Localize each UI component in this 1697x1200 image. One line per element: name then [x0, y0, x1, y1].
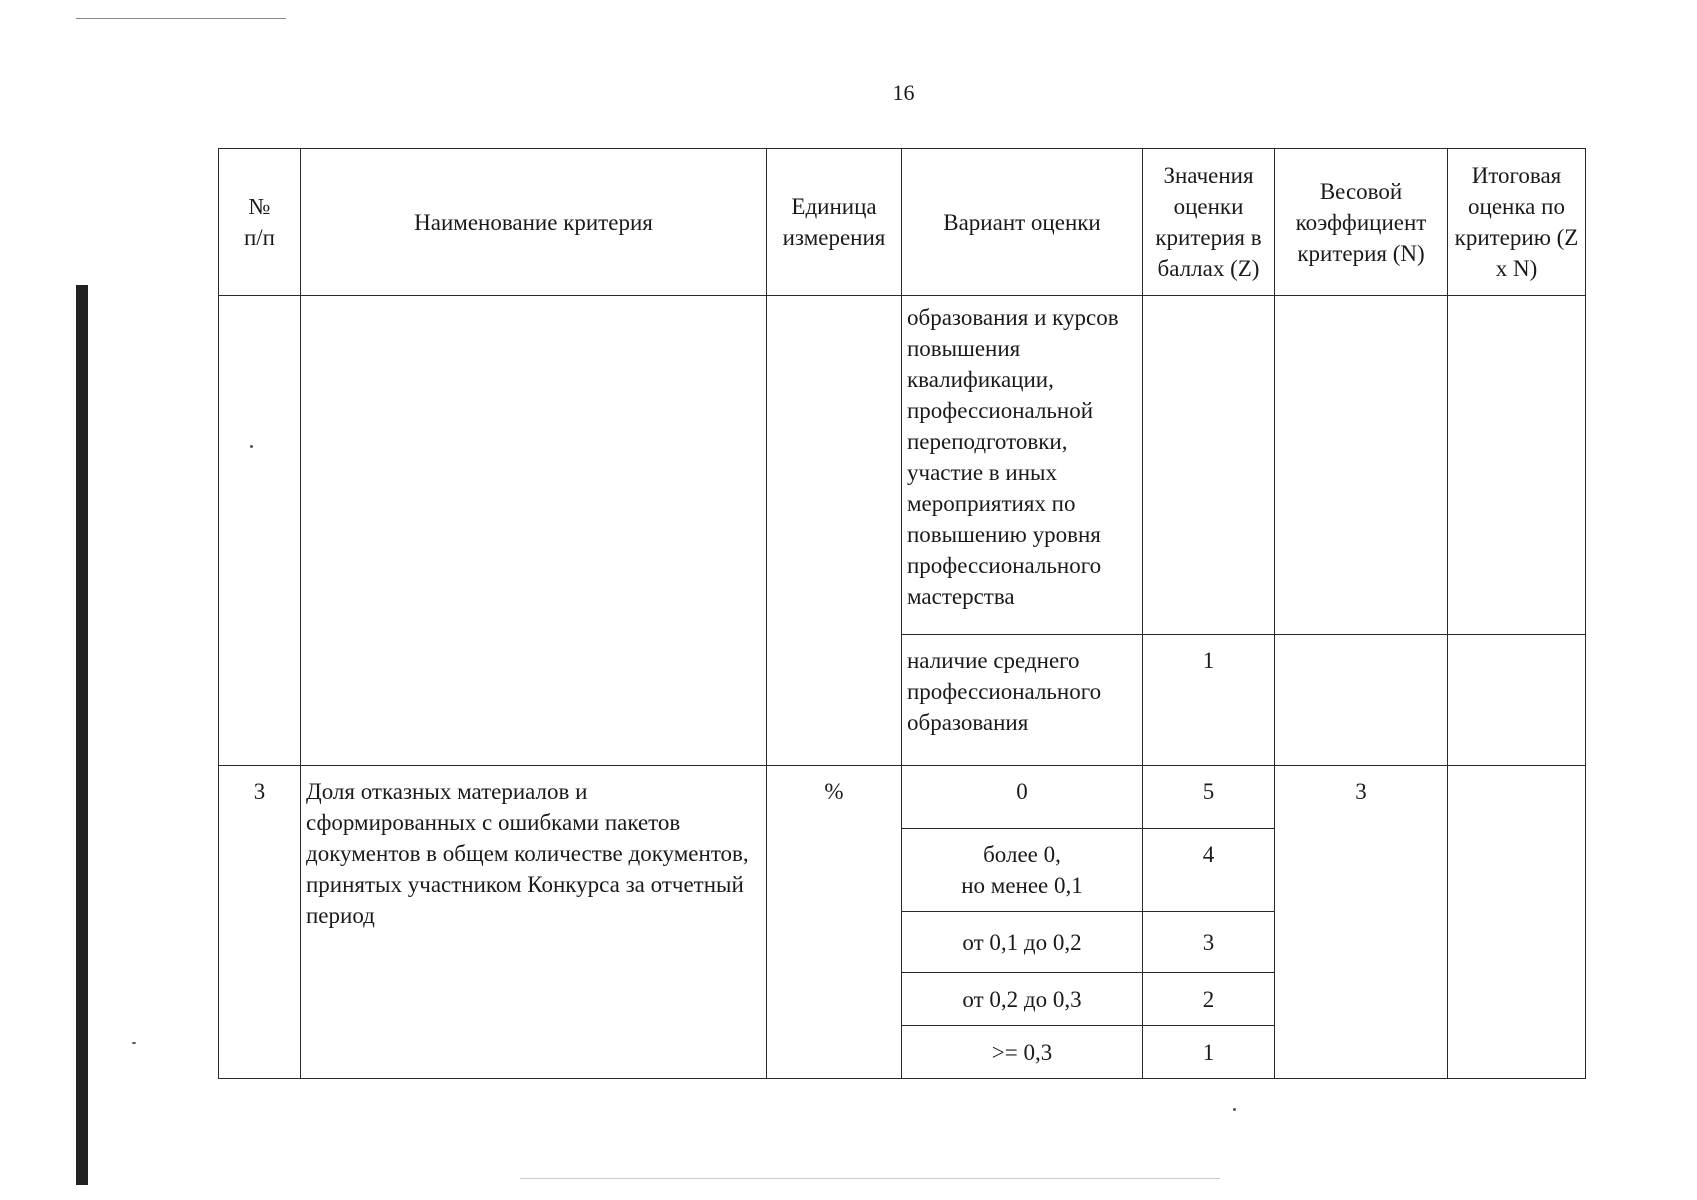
page-number: 16: [892, 80, 915, 105]
criteria-table: [218, 148, 1586, 1079]
cell-variant: более 0, но менее 0,1: [902, 829, 1143, 912]
scan-speck: [1233, 1108, 1236, 1111]
cell-score: 5: [1143, 766, 1275, 829]
cell-score: 2: [1143, 973, 1275, 1026]
cell-criterion-name: Доля отказных материалов и сформированных с ошибками пакетов документов в общем количестве документов, принятых участником Конкурса за отчетный период: [301, 766, 767, 1079]
cell-variant-continuation: образования и курсов повышения квалификации, профессиональной переподготовки, участие в иных мероприятиях по повышению уровня профессионального мастерства: [902, 296, 1143, 635]
header-score: Значения оценки критерия в баллах (Z): [1143, 149, 1275, 296]
cell-unit-empty: [767, 296, 902, 766]
cell-score: 4: [1143, 829, 1275, 912]
cell-variant: от 0,2 до 0,3: [902, 973, 1143, 1026]
cell-total-empty: [1448, 635, 1586, 766]
cell-variant: от 0,1 до 0,2: [902, 912, 1143, 973]
cell-criterion-total-empty: [1448, 766, 1586, 1079]
cell-total-empty: [1448, 296, 1586, 635]
cell-weight-empty: [1275, 296, 1448, 635]
scan-top-line: [76, 18, 286, 19]
cell-criterion-unit: %: [767, 766, 902, 1079]
header-variant: Вариант оценки: [902, 149, 1143, 296]
header-weight: Весовой коэффициент критерия (N): [1275, 149, 1448, 296]
cell-criterion-weight: 3: [1275, 766, 1448, 1079]
table-row: [219, 296, 1586, 635]
cell-score: 1: [1143, 1026, 1275, 1079]
header-name: Наименование критерия: [301, 149, 767, 296]
header-num: № п/п: [219, 149, 301, 296]
cell-name-empty: [301, 296, 767, 766]
cell-weight-empty: [1275, 635, 1448, 766]
scan-speck: [132, 1042, 136, 1044]
scan-bottom-line: [520, 1178, 1220, 1179]
cell-variant-secondary-education: наличие среднего профессионального образования: [902, 635, 1143, 766]
cell-num-empty: [219, 296, 301, 766]
cell-criterion-num: 3: [219, 766, 301, 1079]
cell-variant: 0: [902, 766, 1143, 829]
header-unit: Единица измерения: [767, 149, 902, 296]
scan-left-edge: [76, 285, 88, 1185]
cell-score: 1: [1143, 635, 1275, 766]
table-row: [219, 766, 1586, 829]
cell-variant: >= 0,3: [902, 1026, 1143, 1079]
header-row: [219, 149, 1586, 296]
header-total: Итоговая оценка по критерию (Z x N): [1448, 149, 1586, 296]
cell-score: 3: [1143, 912, 1275, 973]
cell-score-empty: [1143, 296, 1275, 635]
